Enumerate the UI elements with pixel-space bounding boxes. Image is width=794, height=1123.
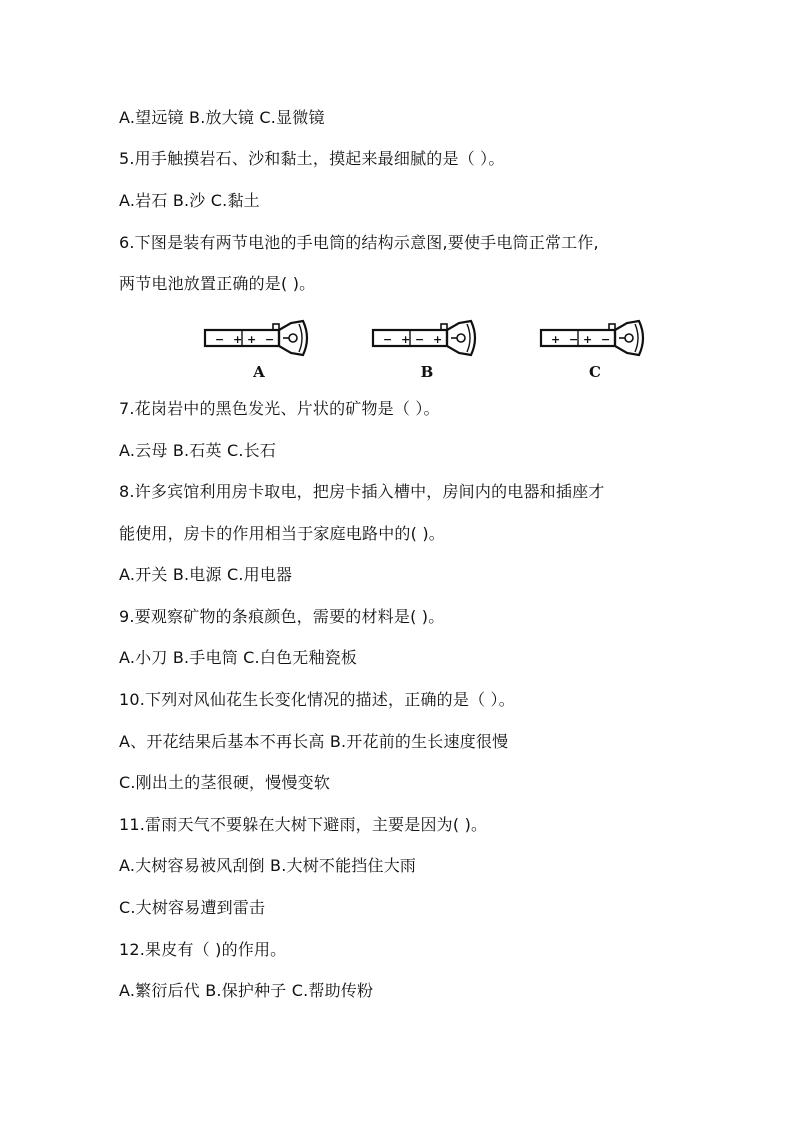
flashlight-label-c: C [589,363,601,381]
q11-options-line2: C.大树容易遭到雷击 [119,898,266,917]
svg-text:+: + [551,333,561,346]
flashlight-icon [371,318,483,358]
svg-text:−: − [569,333,579,346]
q11-options-line1: A.大树容易被风刮倒 B.大树不能挡住大雨 [119,856,417,875]
q8-question-line1: 8.许多宾馆利用房卡取电，把房卡插入槽中，房间内的电器和插座才 [119,482,605,501]
q10-question: 10.下列对风仙花生长变化情况的描述，正确的是（ ）。 [119,690,515,709]
q8-question-line2: 能使用，房卡的作用相当于家庭电路中的( )。 [119,524,445,543]
clipped-text-artifact [119,306,237,312]
svg-text:+: + [583,333,593,346]
q7-question: 7.花岗岩中的黑色发光、片状的矿物是（ ）。 [119,399,440,418]
flashlight-label-a: A [253,363,265,381]
q12-question: 12.果皮有（ )的作用。 [119,940,287,959]
flashlight-icon [203,318,315,358]
q11-question: 11.雷雨天气不要躲在大树下避雨，主要是因为( )。 [119,815,488,834]
svg-text:−: − [601,333,611,346]
flashlight-icon [539,318,651,358]
q6-question-line2: 两节电池放置正确的是( )。 [119,274,316,293]
svg-text:+: + [247,333,257,346]
svg-text:−: − [383,333,393,346]
flashlight-option-c [539,318,651,388]
q6-question-line1: 6.下图是装有两节电池的手电筒的结构示意图,要使手电筒正常工作, [119,233,599,252]
flashlight-option-a [203,318,315,388]
q5-options: A.岩石 B.沙 C.黏土 [119,191,260,210]
q10-options-line2: C.刚出土的茎很硬，慢慢变软 [119,773,331,792]
q7-options: A.云母 B.石英 C.长石 [119,441,277,460]
q9-question: 9.要观察矿物的条痕颜色，需要的材料是( )。 [119,607,445,626]
svg-text:−: − [265,333,275,346]
svg-text:−: − [415,333,425,346]
flashlight-option-b [371,318,483,388]
q8-options: A.开关 B.电源 C.用电器 [119,565,293,584]
svg-text:+: + [433,333,443,346]
q5-question: 5.用手触摸岩石、沙和黏土，摸起来最细腻的是（ ）。 [119,149,505,168]
flashlight-figure [195,318,665,388]
q4-options: A.望远镜 B.放大镜 C.显微镜 [119,108,325,127]
svg-text:+: + [233,333,243,346]
q12-options: A.繁衍后代 B.保护种子 C.帮助传粉 [119,981,374,1000]
svg-text:−: − [215,333,225,346]
q10-options-line1: A、开花结果后基本不再长高 B.开花前的生长速度很慢 [119,732,509,751]
q9-options: A.小刀 B.手电筒 C.白色无釉瓷板 [119,648,358,667]
flashlight-label-b: B [420,363,434,381]
svg-text:+: + [401,333,411,346]
